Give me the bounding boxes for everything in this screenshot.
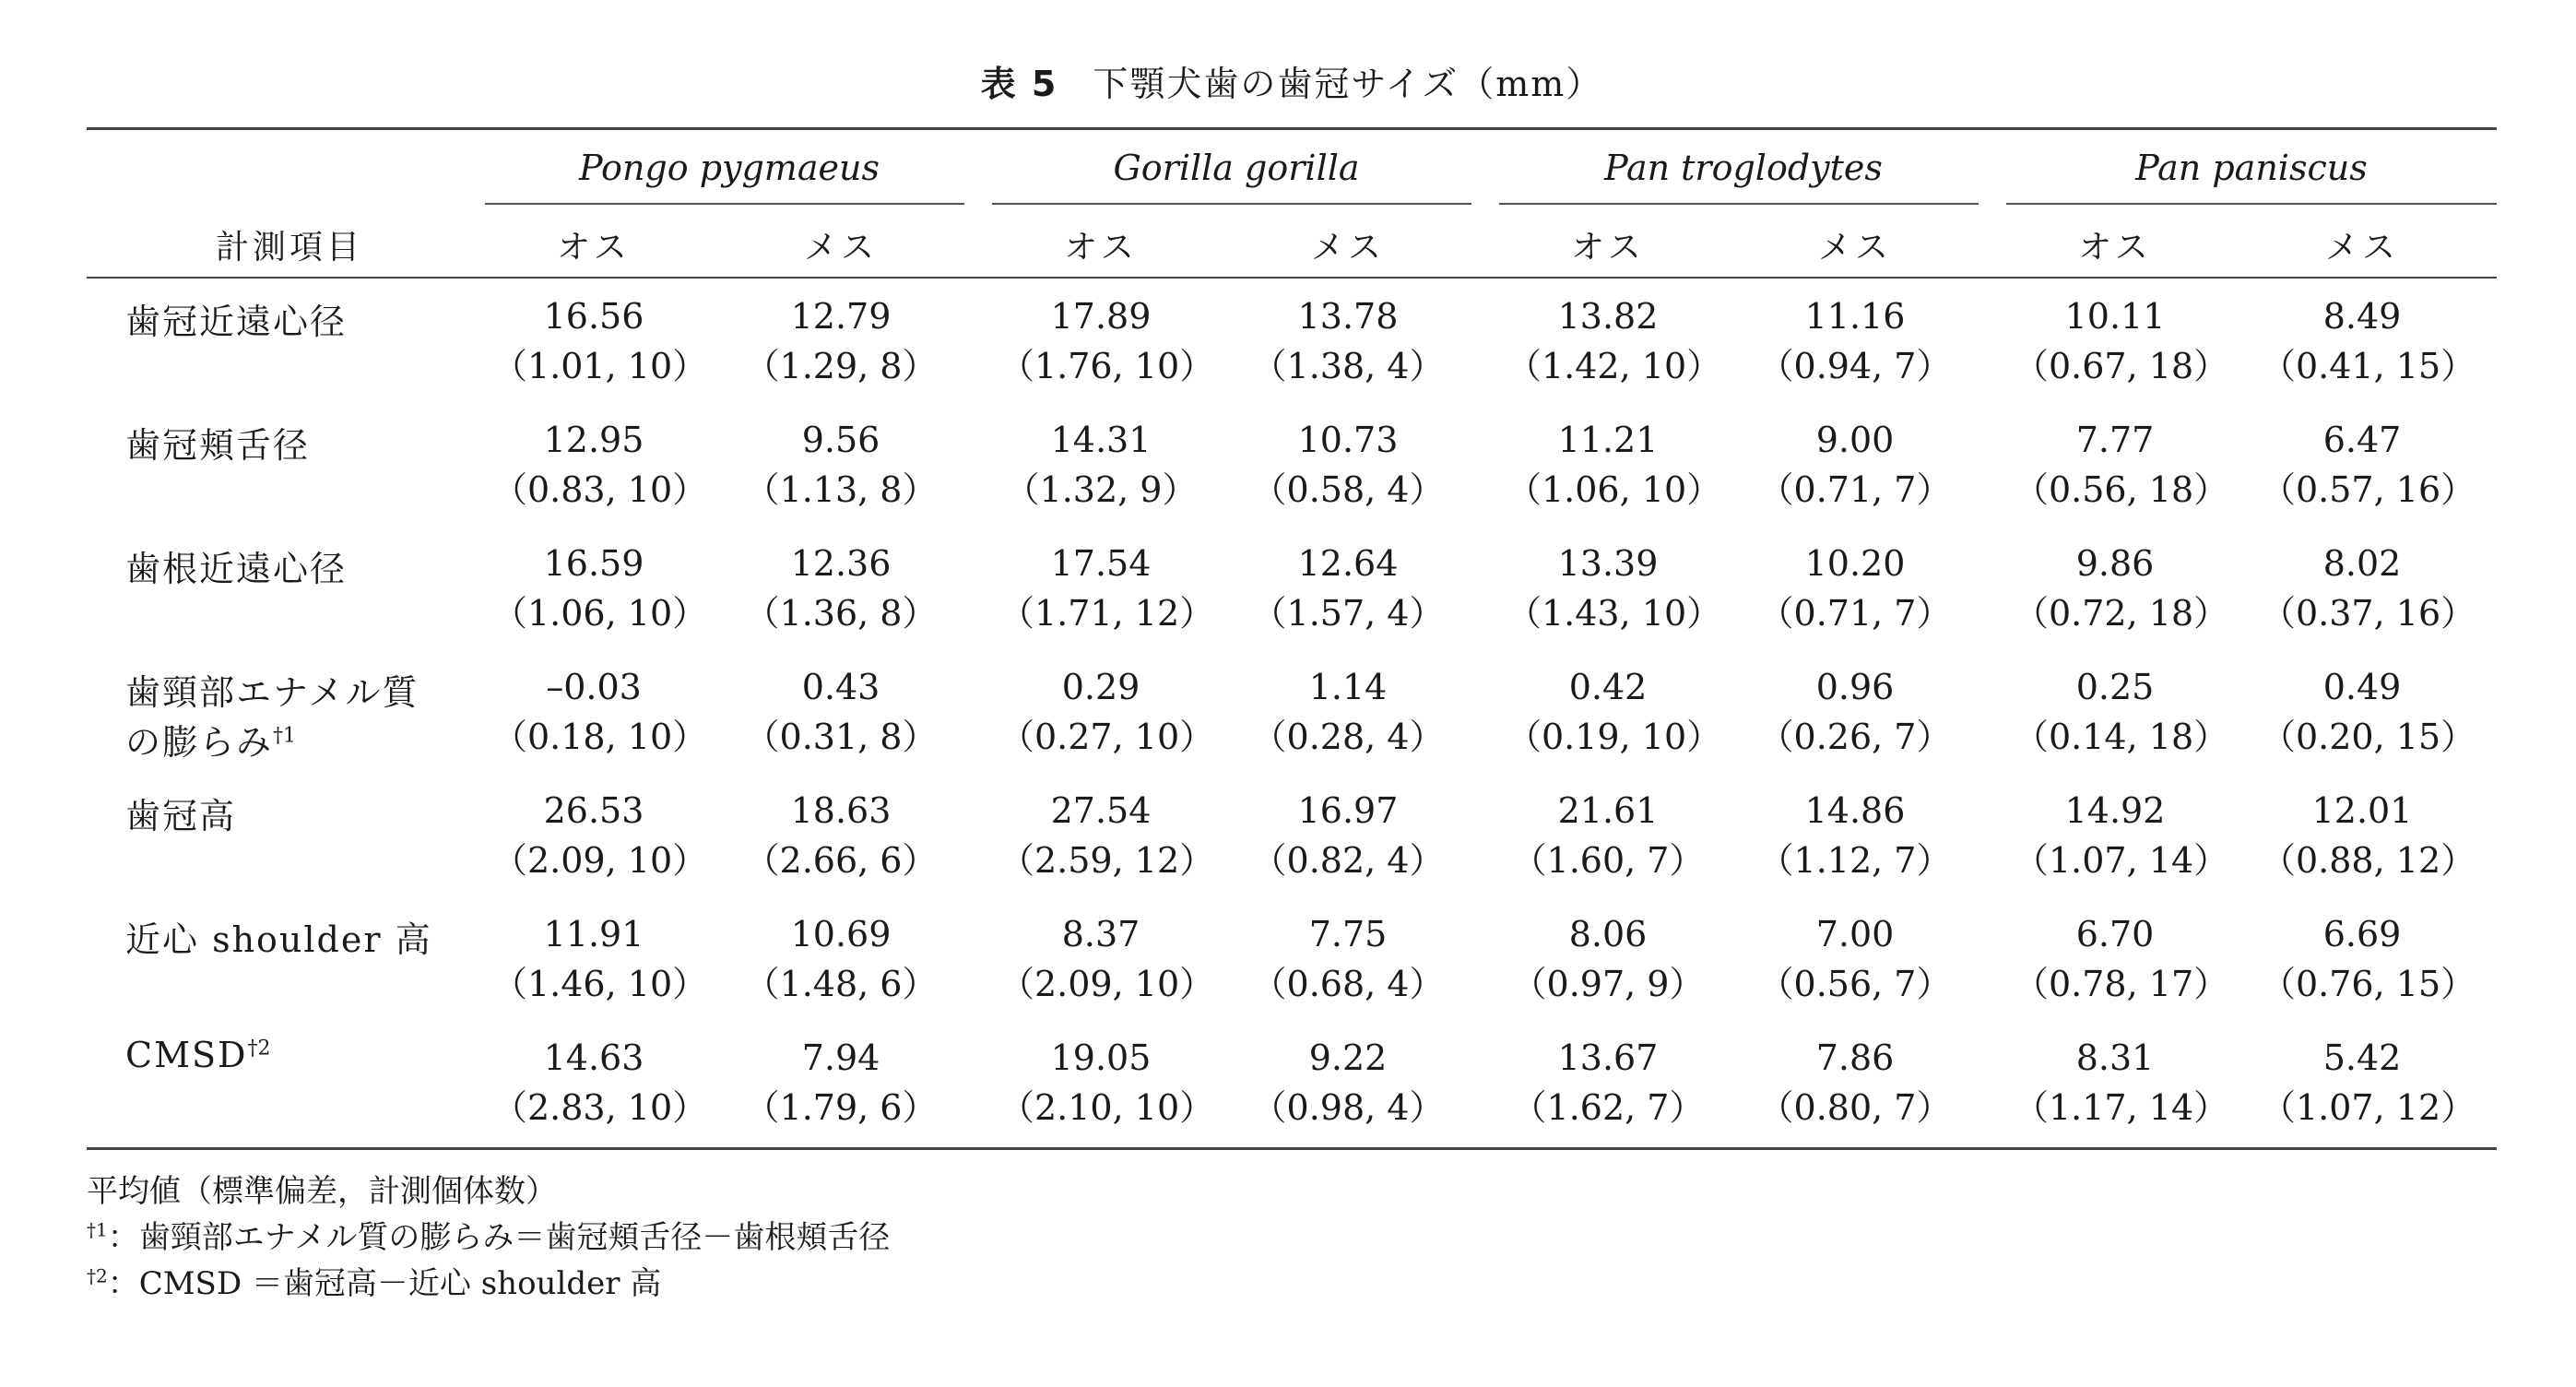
- cell-sd: （0.76, 15）: [2261, 964, 2476, 1004]
- cell-mean: 10.20: [1804, 543, 1906, 584]
- cell-sd: （1.06, 10）: [1507, 469, 1722, 510]
- cell-mean: 7.86: [1815, 1037, 1895, 1078]
- cell-mean: 16.56: [543, 296, 644, 337]
- cell-mean: 21.61: [1557, 790, 1659, 831]
- cell-sd: （1.07, 12）: [2261, 1087, 2476, 1128]
- cell-sd: （1.46, 10）: [492, 964, 708, 1004]
- cell-mean: 13.67: [1557, 1037, 1659, 1078]
- top-rule: [87, 127, 2497, 130]
- cell-sd: （1.76, 10）: [999, 346, 1215, 386]
- species-underline: [992, 203, 1471, 205]
- cell-sd: （1.32, 9）: [1004, 469, 1198, 510]
- cell-mean: 9.00: [1815, 420, 1895, 460]
- row-label: 歯冠高: [125, 796, 237, 836]
- cell-mean: 16.97: [1297, 790, 1399, 831]
- table-title: [87, 55, 2497, 106]
- cell-sd: （1.06, 10）: [492, 593, 708, 634]
- cell-mean: 14.86: [1804, 790, 1906, 831]
- cell-mean: 1.14: [1308, 667, 1388, 707]
- row-label: 歯冠近遠心径: [125, 302, 348, 342]
- cell-sd: （0.83, 10）: [492, 469, 708, 510]
- cell-sd: （2.59, 12）: [999, 840, 1215, 881]
- cell-mean: 6.70: [2075, 914, 2155, 954]
- cell-sd: （2.66, 6）: [744, 840, 938, 881]
- cell-mean: 10.69: [790, 914, 892, 954]
- table-caption: 下顎犬歯の歯冠サイズ（mm）: [1093, 64, 1603, 104]
- table-number: 表 5: [980, 64, 1058, 104]
- female-header: メス: [1310, 229, 1385, 267]
- cell-mean: 26.53: [543, 790, 644, 831]
- footnote-mark: †2: [87, 1264, 108, 1287]
- cell-sd: （2.09, 10）: [999, 964, 1215, 1004]
- species-header: Pan paniscus: [2135, 148, 2368, 188]
- female-header: メス: [803, 229, 878, 267]
- cell-sd: （0.28, 4）: [1251, 717, 1445, 757]
- cell-mean: 14.63: [543, 1037, 644, 1078]
- cell-sd: （0.82, 4）: [1251, 840, 1445, 881]
- cell-mean: 5.42: [2322, 1037, 2402, 1078]
- cell-sd: （1.38, 4）: [1251, 346, 1445, 386]
- cell-mean: 12.64: [1297, 543, 1399, 584]
- row-label-line: [125, 1035, 270, 1075]
- cell-sd: （1.01, 10）: [492, 346, 708, 386]
- cell-sd: （0.78, 17）: [2014, 964, 2229, 1004]
- cell-sd: （0.41, 15）: [2261, 346, 2476, 386]
- cell-mean: 0.96: [1815, 667, 1895, 707]
- cell-mean: 12.36: [790, 543, 892, 584]
- cell-mean: 8.02: [2322, 543, 2402, 584]
- cell-sd: （0.97, 9）: [1511, 964, 1705, 1004]
- cell-mean: 9.86: [2075, 543, 2155, 584]
- cell-sd: （0.67, 18）: [2014, 346, 2229, 386]
- cell-sd: （1.60, 7）: [1511, 840, 1705, 881]
- species-header: Gorilla gorilla: [1113, 148, 1360, 188]
- row-label-text: の膨らみ: [125, 722, 274, 763]
- footnote-mark: †1: [87, 1218, 108, 1241]
- cell-sd: （1.17, 14）: [2014, 1087, 2229, 1128]
- cell-sd: （0.68, 4）: [1251, 964, 1445, 1004]
- cell-mean: 13.82: [1557, 296, 1659, 337]
- cell-mean: –0.03: [546, 667, 642, 707]
- footnote-1: [87, 1212, 890, 1257]
- cell-sd: （0.27, 10）: [999, 717, 1215, 757]
- cell-mean: 6.47: [2322, 420, 2402, 460]
- cell-sd: （1.12, 7）: [1758, 840, 1952, 881]
- cell-mean: 0.25: [2075, 667, 2155, 707]
- row-label: 歯根近遠心径: [125, 549, 348, 589]
- cell-mean: 0.29: [1061, 667, 1140, 707]
- cell-sd: （1.13, 8）: [744, 469, 938, 510]
- cell-mean: 10.11: [2064, 296, 2166, 337]
- item-header: 計測項目: [215, 229, 363, 267]
- cell-sd: （1.42, 10）: [1507, 346, 1722, 386]
- species-header: Pongo pygmaeus: [579, 148, 880, 188]
- cell-mean: 8.06: [1568, 914, 1648, 954]
- row-label-text: CMSD: [125, 1035, 248, 1075]
- bottom-rule: [87, 1147, 2497, 1150]
- row-label: 歯冠頬舌径: [125, 425, 311, 466]
- cell-sd: （2.10, 10）: [999, 1087, 1215, 1128]
- cell-mean: 6.69: [2322, 914, 2402, 954]
- cell-mean: 19.05: [1050, 1037, 1152, 1078]
- cell-mean: 12.01: [2311, 790, 2413, 831]
- cell-sd: （0.94, 7）: [1758, 346, 1952, 386]
- cell-sd: （1.62, 7）: [1511, 1087, 1705, 1128]
- cell-mean: 8.31: [2075, 1037, 2155, 1078]
- cell-sd: （0.71, 7）: [1758, 593, 1952, 634]
- cell-mean: 9.22: [1308, 1037, 1388, 1078]
- cell-sd: （0.19, 10）: [1507, 717, 1722, 757]
- cell-sd: （1.43, 10）: [1507, 593, 1722, 634]
- species-underline: [485, 203, 964, 205]
- cell-mean: 14.92: [2064, 790, 2166, 831]
- cell-sd: （0.57, 16）: [2261, 469, 2476, 510]
- footnote-mark: †2: [247, 1037, 271, 1061]
- footnote-2: [87, 1258, 661, 1303]
- header-rule: [87, 277, 2497, 279]
- cell-mean: 9.56: [801, 420, 880, 460]
- cell-mean: 11.21: [1557, 420, 1659, 460]
- footnote-legend: 平均値（標準偏差，計測個体数）: [87, 1173, 557, 1210]
- cell-sd: （1.07, 14）: [2014, 840, 2229, 881]
- cell-sd: （0.71, 7）: [1758, 469, 1952, 510]
- footnote-text: ：歯頸部エナメル質の膨らみ＝歯冠頬舌径－歯根頬舌径: [107, 1219, 891, 1256]
- cell-sd: （1.57, 4）: [1251, 593, 1445, 634]
- cell-mean: 12.79: [790, 296, 892, 337]
- footnote-text: ：CMSD ＝歯冠高－近心 shoulder 高: [107, 1265, 662, 1302]
- cell-sd: （0.26, 7）: [1758, 717, 1952, 757]
- cell-mean: 0.49: [2322, 667, 2402, 707]
- male-header: オス: [2078, 229, 2152, 267]
- cell-sd: （1.71, 12）: [999, 593, 1215, 634]
- cell-mean: 8.37: [1061, 914, 1140, 954]
- male-header: オス: [1064, 229, 1138, 267]
- cell-sd: （0.56, 18）: [2014, 469, 2229, 510]
- cell-mean: 0.42: [1568, 667, 1648, 707]
- species-underline: [2006, 203, 2497, 205]
- cell-sd: （2.83, 10）: [492, 1087, 708, 1128]
- species-underline: [1499, 203, 1979, 205]
- cell-mean: 7.75: [1308, 914, 1388, 954]
- cell-mean: 10.73: [1297, 420, 1399, 460]
- cell-sd: （0.18, 10）: [492, 717, 708, 757]
- cell-sd: （0.88, 12）: [2261, 840, 2476, 881]
- cell-sd: （0.58, 4）: [1251, 469, 1445, 510]
- cell-sd: （1.48, 6）: [744, 964, 938, 1004]
- cell-mean: 13.39: [1557, 543, 1659, 584]
- cell-sd: （0.72, 18）: [2014, 593, 2229, 634]
- cell-sd: （0.31, 8）: [744, 717, 938, 757]
- female-header: メス: [2324, 229, 2399, 267]
- male-header: オス: [557, 229, 631, 267]
- species-header: Pan troglodytes: [1604, 148, 1883, 188]
- cell-mean: 7.00: [1815, 914, 1895, 954]
- cell-mean: 0.43: [801, 667, 880, 707]
- male-header: オス: [1571, 229, 1645, 267]
- cell-mean: 14.31: [1050, 420, 1152, 460]
- footnote-mark: †1: [273, 724, 297, 748]
- cell-mean: 12.95: [543, 420, 644, 460]
- cell-sd: （1.29, 8）: [744, 346, 938, 386]
- cell-mean: 13.78: [1297, 296, 1399, 337]
- cell-sd: （0.14, 18）: [2014, 717, 2229, 757]
- cell-mean: 8.49: [2322, 296, 2402, 337]
- cell-sd: （1.79, 6）: [744, 1087, 938, 1128]
- row-label-line2: [125, 714, 296, 765]
- row-label: 歯頸部エナメル質: [125, 672, 419, 713]
- cell-mean: 7.94: [801, 1037, 880, 1078]
- cell-mean: 16.59: [543, 543, 644, 584]
- cell-mean: 27.54: [1050, 790, 1152, 831]
- cell-mean: 17.89: [1050, 296, 1152, 337]
- cell-sd: （0.56, 7）: [1758, 964, 1952, 1004]
- cell-mean: 7.77: [2075, 420, 2155, 460]
- cell-mean: 18.63: [790, 790, 892, 831]
- cell-mean: 17.54: [1050, 543, 1152, 584]
- row-label: 近心 shoulder 高: [125, 919, 432, 960]
- cell-sd: （0.98, 4）: [1251, 1087, 1445, 1128]
- cell-sd: （2.09, 10）: [492, 840, 708, 881]
- cell-sd: （1.36, 8）: [744, 593, 938, 634]
- cell-sd: （0.80, 7）: [1758, 1087, 1952, 1128]
- cell-mean: 11.91: [543, 914, 644, 954]
- cell-mean: 11.16: [1804, 296, 1906, 337]
- cell-sd: （0.37, 16）: [2261, 593, 2476, 634]
- cell-sd: （0.20, 15）: [2261, 717, 2476, 757]
- female-header: メス: [1817, 229, 1892, 267]
